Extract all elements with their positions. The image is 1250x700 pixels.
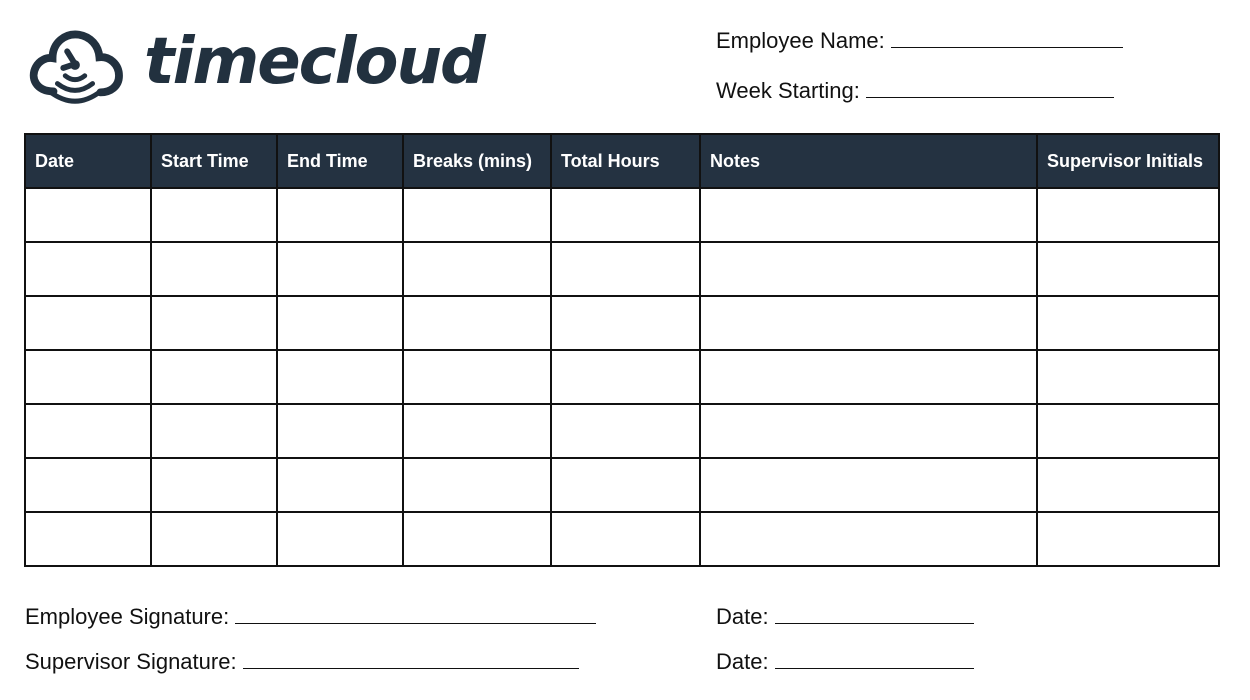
- table-cell[interactable]: [25, 512, 151, 566]
- employee-name-field[interactable]: [716, 28, 1123, 54]
- week-starting-field[interactable]: [716, 78, 1114, 104]
- table-cell[interactable]: [151, 512, 277, 566]
- table-cell[interactable]: [25, 350, 151, 404]
- timesheet-table: [24, 133, 1220, 567]
- table-cell[interactable]: [151, 458, 277, 512]
- table-cell[interactable]: [700, 242, 1037, 296]
- table-cell[interactable]: [151, 188, 277, 242]
- table-cell[interactable]: [277, 458, 403, 512]
- table-cell[interactable]: [700, 296, 1037, 350]
- table-row: [25, 350, 1219, 404]
- brand-logo: [26, 20, 484, 110]
- table-cell[interactable]: [151, 404, 277, 458]
- table-cell[interactable]: [1037, 296, 1219, 350]
- table-cell[interactable]: [700, 458, 1037, 512]
- table-cell[interactable]: [1037, 188, 1219, 242]
- table-cell[interactable]: [700, 404, 1037, 458]
- table-cell[interactable]: [1037, 404, 1219, 458]
- column-header-total-hours: Total Hours: [551, 134, 700, 188]
- supervisor-signature-line[interactable]: [243, 650, 579, 669]
- table-cell[interactable]: [551, 296, 700, 350]
- table-cell[interactable]: [277, 512, 403, 566]
- column-header-supervisor-initials: Supervisor Initials: [1037, 134, 1219, 188]
- table-cell[interactable]: [403, 242, 551, 296]
- table-row: [25, 404, 1219, 458]
- table-cell[interactable]: [277, 188, 403, 242]
- employee-name-line[interactable]: [891, 29, 1123, 48]
- table-cell[interactable]: [151, 296, 277, 350]
- table-row: [25, 458, 1219, 512]
- column-header-notes: Notes: [700, 134, 1037, 188]
- table-cell[interactable]: [1037, 458, 1219, 512]
- cloud-clock-icon: [26, 21, 124, 109]
- table-cell[interactable]: [1037, 350, 1219, 404]
- column-header-end-time: End Time: [277, 134, 403, 188]
- week-starting-label: Week Starting:: [716, 78, 860, 103]
- table-cell[interactable]: [700, 350, 1037, 404]
- table-cell[interactable]: [25, 458, 151, 512]
- table-cell[interactable]: [151, 242, 277, 296]
- table-cell[interactable]: [403, 188, 551, 242]
- table-cell[interactable]: [1037, 242, 1219, 296]
- supervisor-date-label: Date:: [716, 649, 769, 674]
- employee-signature-line[interactable]: [235, 605, 596, 624]
- week-starting-line[interactable]: [866, 79, 1114, 98]
- table-row: [25, 296, 1219, 350]
- table-cell[interactable]: [403, 296, 551, 350]
- table-cell[interactable]: [277, 404, 403, 458]
- table-cell[interactable]: [551, 458, 700, 512]
- table-cell[interactable]: [551, 404, 700, 458]
- table-cell[interactable]: [700, 188, 1037, 242]
- supervisor-signature-label: Supervisor Signature:: [25, 649, 237, 674]
- employee-signature-label: Employee Signature:: [25, 604, 230, 629]
- table-cell[interactable]: [551, 350, 700, 404]
- column-header-breaks: Breaks (mins): [403, 134, 551, 188]
- employee-date-field[interactable]: [716, 604, 974, 630]
- table-cell[interactable]: [151, 350, 277, 404]
- table-cell[interactable]: [403, 458, 551, 512]
- supervisor-date-line[interactable]: [775, 650, 974, 669]
- employee-name-label: Employee Name:: [716, 28, 885, 53]
- employee-date-label: Date:: [716, 604, 769, 629]
- table-row: [25, 512, 1219, 566]
- table-cell[interactable]: [25, 296, 151, 350]
- table-cell[interactable]: [25, 188, 151, 242]
- table-cell[interactable]: [700, 512, 1037, 566]
- column-header-date: Date: [25, 134, 151, 188]
- table-cell[interactable]: [277, 296, 403, 350]
- table-cell[interactable]: [25, 242, 151, 296]
- table-cell[interactable]: [277, 350, 403, 404]
- brand-name: timecloud: [144, 25, 484, 99]
- supervisor-date-field[interactable]: [716, 649, 974, 675]
- employee-signature-field[interactable]: [25, 604, 596, 630]
- table-cell[interactable]: [25, 404, 151, 458]
- table-cell[interactable]: [551, 242, 700, 296]
- table-cell[interactable]: [277, 242, 403, 296]
- table-cell[interactable]: [403, 404, 551, 458]
- table-cell[interactable]: [403, 350, 551, 404]
- table-cell[interactable]: [1037, 512, 1219, 566]
- table-row: [25, 188, 1219, 242]
- table-cell[interactable]: [551, 188, 700, 242]
- column-header-start-time: Start Time: [151, 134, 277, 188]
- employee-date-line[interactable]: [775, 605, 974, 624]
- table-cell[interactable]: [403, 512, 551, 566]
- table-row: [25, 242, 1219, 296]
- supervisor-signature-field[interactable]: [25, 649, 579, 675]
- table-cell[interactable]: [551, 512, 700, 566]
- table-header-row: [25, 134, 1219, 188]
